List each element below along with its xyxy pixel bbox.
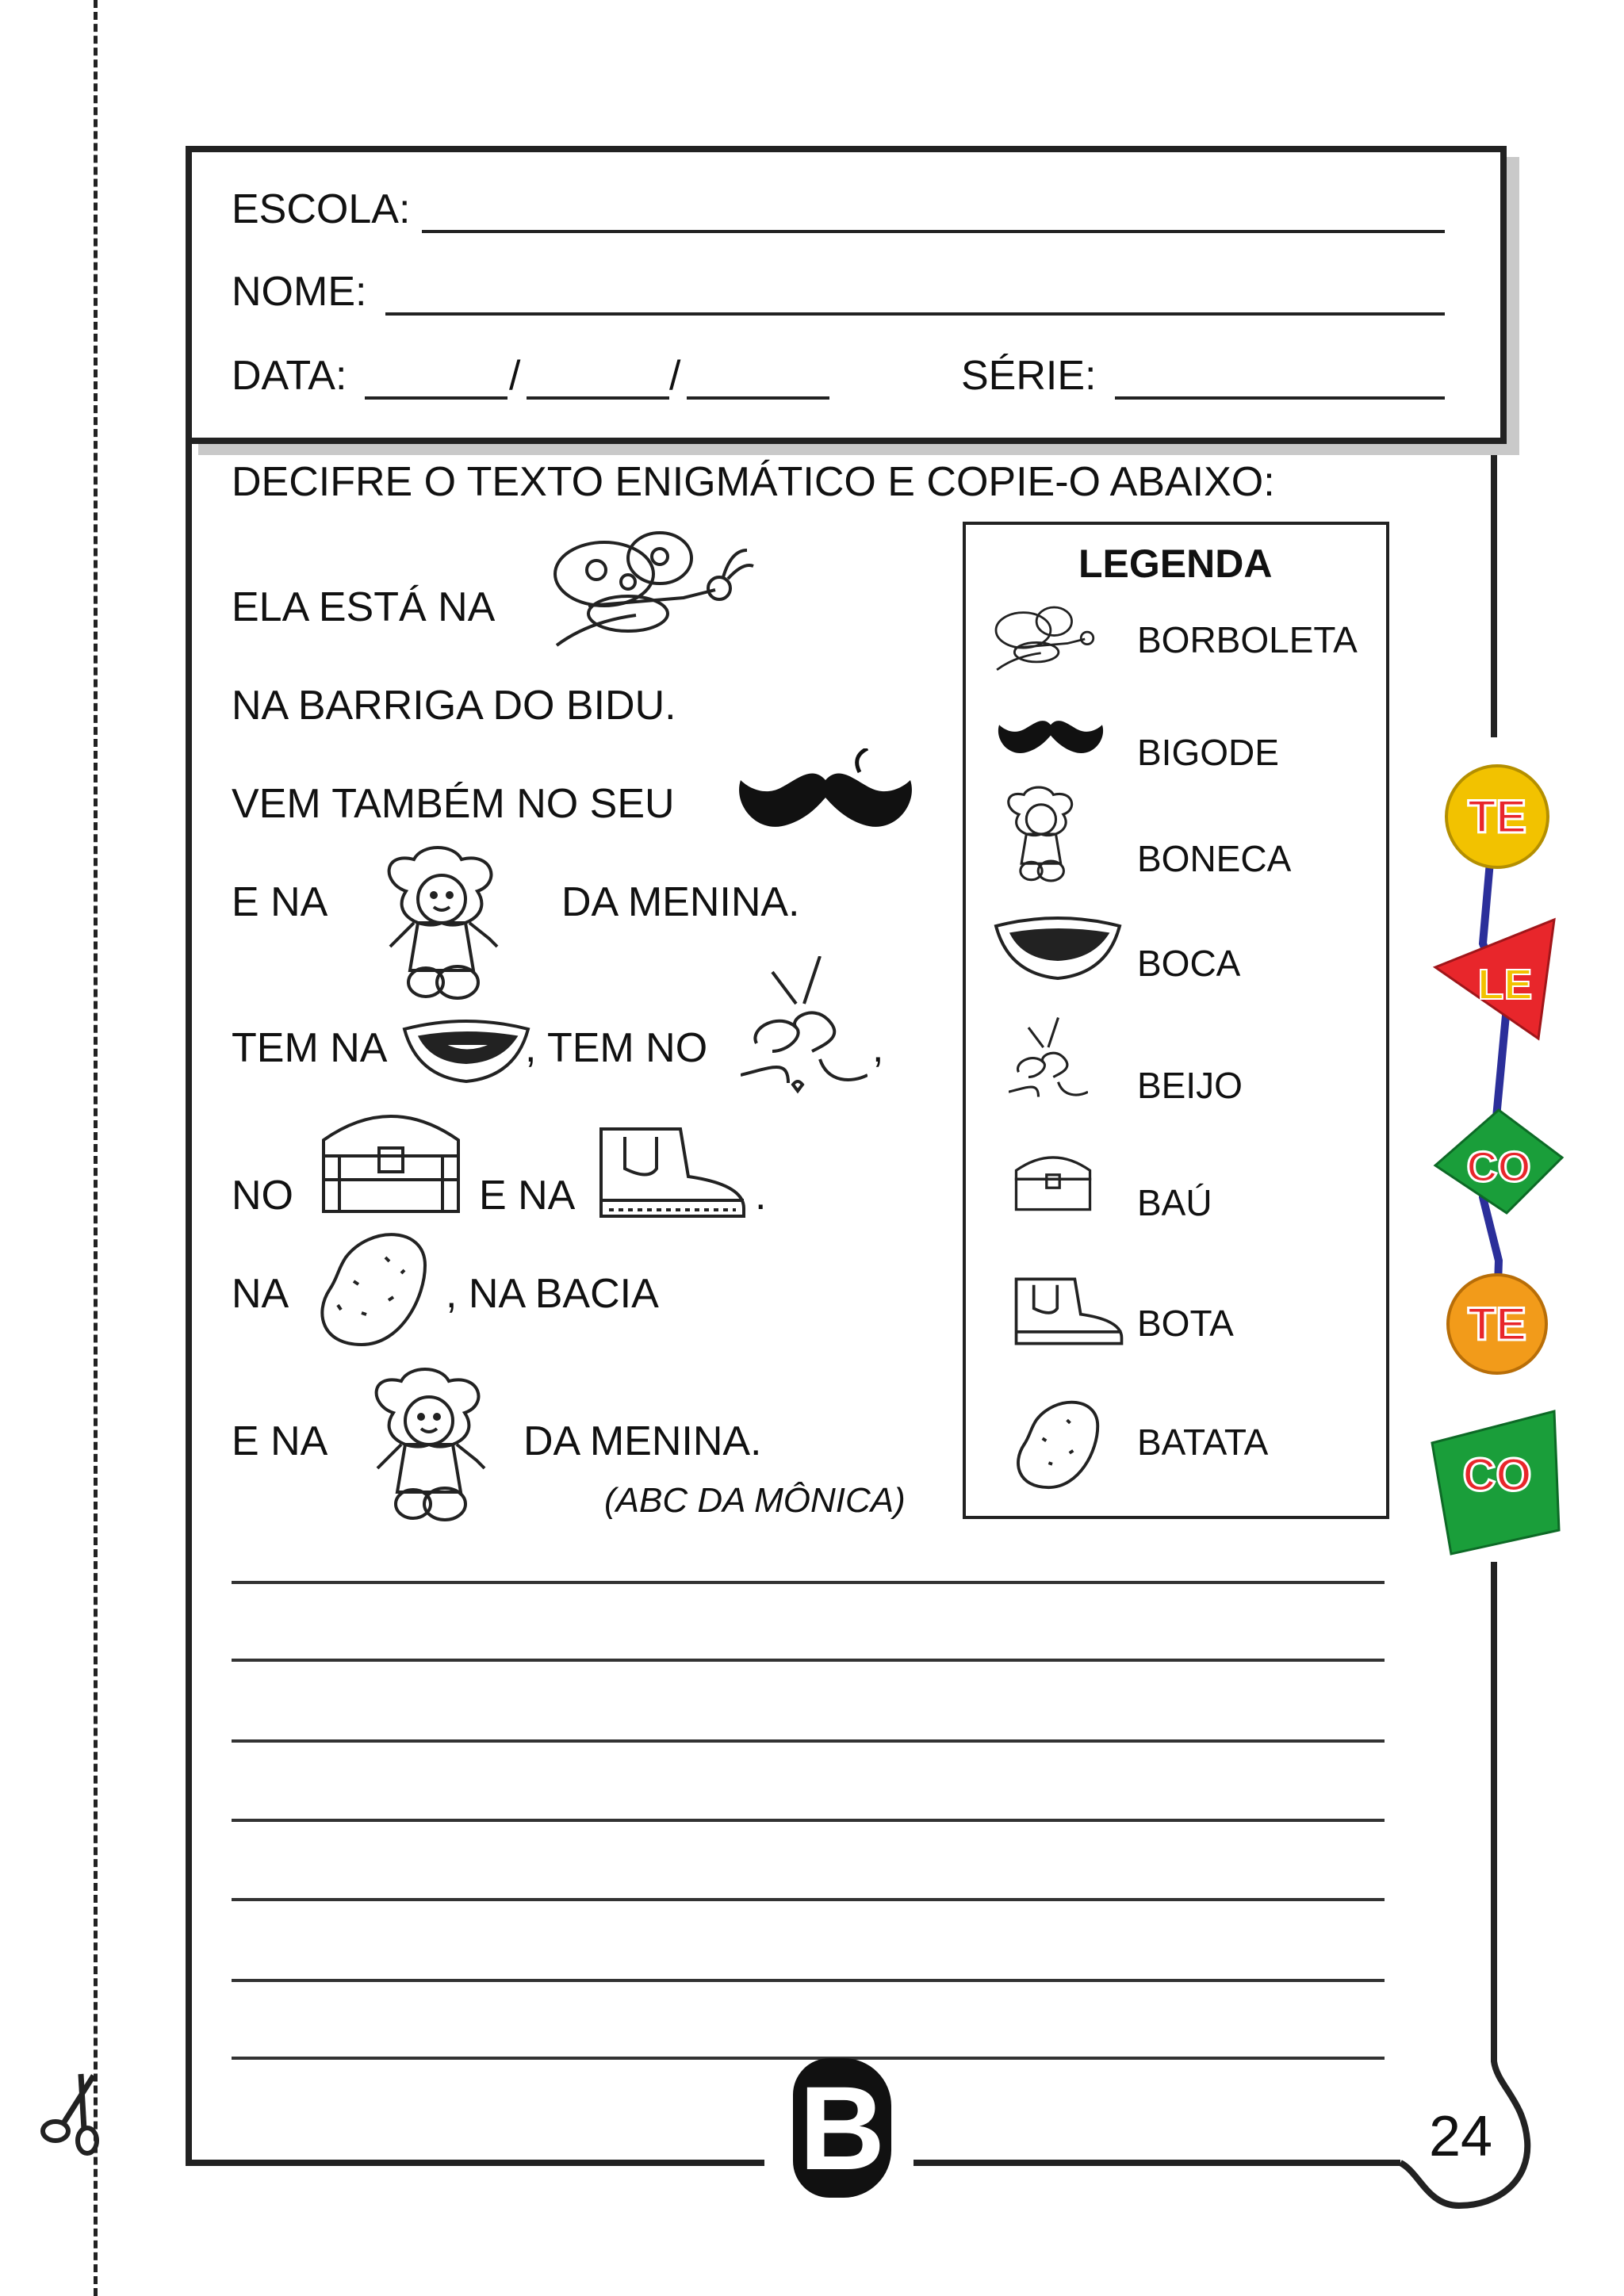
rebus-line: NA BARRIGA DO BIDU. <box>232 683 676 729</box>
legend-label: BOCA <box>1137 943 1241 984</box>
answer-line[interactable] <box>232 1979 1385 1982</box>
date-month-field[interactable] <box>527 396 669 400</box>
instruction-text: DECIFRE O TEXTO ENIGMÁTICO E COPIE-O ABAIXO: <box>232 459 1275 505</box>
name-field[interactable] <box>385 312 1445 316</box>
legend-label: BATATA <box>1137 1422 1269 1463</box>
doll-icon <box>354 1365 512 1524</box>
boot-icon <box>1010 1273 1128 1349</box>
answer-line[interactable] <box>232 1898 1385 1901</box>
legend-label: BEIJO <box>1137 1065 1243 1106</box>
date-separator: / <box>669 353 681 399</box>
school-field[interactable] <box>422 230 1445 233</box>
boot-icon <box>593 1121 752 1224</box>
mouth-icon <box>396 1013 536 1085</box>
grade-label: SÉRIE: <box>961 353 1097 399</box>
page-number: 24 <box>1429 2105 1493 2168</box>
mouth-icon <box>988 910 1128 982</box>
syllable-label: TE <box>1467 791 1527 843</box>
rebus-line: NO <box>232 1173 293 1219</box>
rebus-line: TEM NA <box>232 1025 388 1071</box>
chest-icon <box>316 1100 466 1219</box>
answer-line[interactable] <box>232 1581 1385 1584</box>
name-label: NOME: <box>232 269 367 315</box>
kiss-icon <box>1009 1016 1088 1110</box>
legend-label: BONECA <box>1137 838 1292 879</box>
date-separator: / <box>509 353 521 399</box>
grade-field[interactable] <box>1115 396 1445 400</box>
rebus-line: NA <box>232 1271 289 1317</box>
rebus-line: VEM TAMBÉM NO SEU <box>232 781 675 827</box>
syllable-decoration <box>1419 753 1570 1570</box>
rebus-line: . <box>755 1173 767 1219</box>
kiss-icon <box>741 956 868 1102</box>
syllable-label: TE <box>1467 1299 1527 1350</box>
rebus-line: E NA <box>232 879 328 925</box>
syllable-label: CO <box>1466 1143 1531 1191</box>
answer-line[interactable] <box>232 1739 1385 1743</box>
legend-label: BAÚ <box>1137 1182 1212 1223</box>
potato-icon <box>1012 1395 1104 1494</box>
source-credit: (ABC DA MÔNICA) <box>604 1481 906 1520</box>
school-label: ESCOLA: <box>232 186 411 232</box>
legend-label: BIGODE <box>1137 732 1279 773</box>
date-year-field[interactable] <box>687 396 829 400</box>
rebus-line: E NA <box>232 1418 328 1464</box>
legend-label: BOTA <box>1137 1303 1234 1344</box>
date-label: DATA: <box>232 353 347 399</box>
rebus-line: DA MENINA. <box>523 1418 762 1464</box>
doll-icon <box>994 785 1093 883</box>
butterfly-icon <box>541 526 755 653</box>
butterfly-icon <box>988 603 1107 675</box>
doll-icon <box>366 844 525 1002</box>
mustache-icon <box>994 706 1107 760</box>
date-day-field[interactable] <box>365 396 508 400</box>
answer-line[interactable] <box>232 1659 1385 1662</box>
rebus-line: DA MENINA. <box>561 879 800 925</box>
rebus-line: E NA <box>479 1173 576 1219</box>
rebus-line: ELA ESTÁ NA <box>232 584 496 630</box>
legend-label: BORBOLETA <box>1137 619 1358 660</box>
mustache-icon <box>733 748 918 837</box>
rebus-line: , NA BACIA <box>446 1271 659 1317</box>
brand-logo: B <box>793 2058 891 2198</box>
rebus-line: , TEM NO <box>525 1025 708 1071</box>
chest-icon <box>1012 1148 1094 1215</box>
potato-icon <box>314 1226 433 1353</box>
legend-title: LEGENDA <box>1078 541 1273 586</box>
syllable-label: CO <box>1462 1449 1532 1501</box>
answer-line[interactable] <box>232 2057 1385 2060</box>
answer-line[interactable] <box>232 1819 1385 1822</box>
rebus-line: , <box>872 1025 884 1071</box>
syllable-label: LE <box>1477 961 1533 1008</box>
